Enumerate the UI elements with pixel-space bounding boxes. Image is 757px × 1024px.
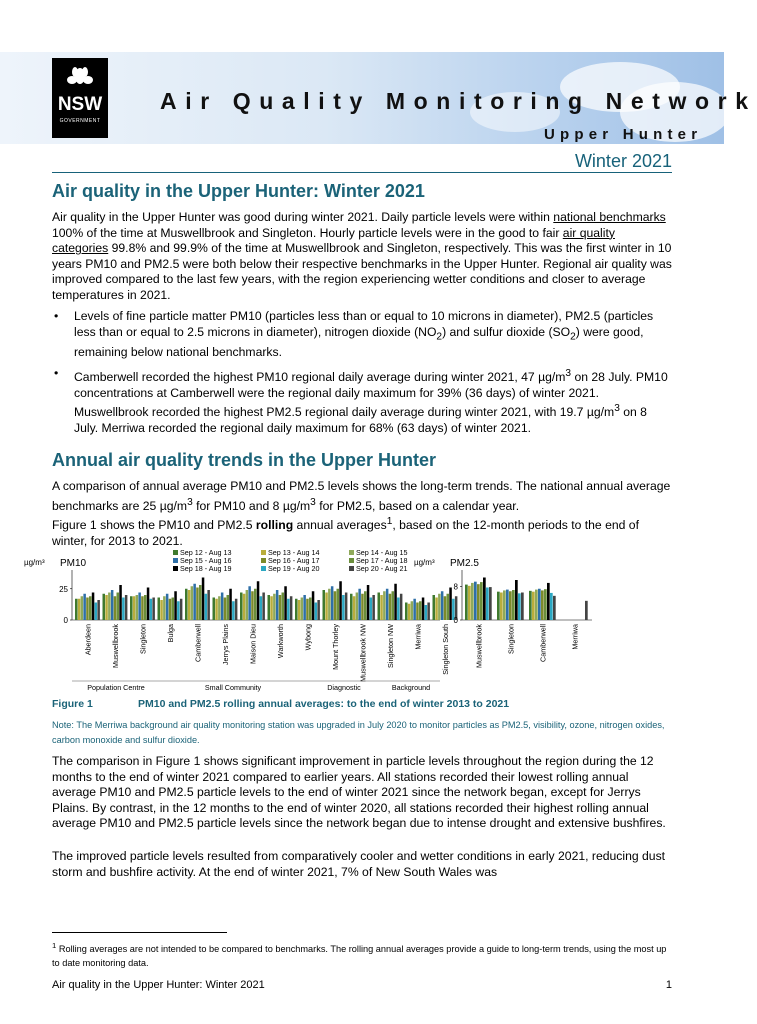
legend-label: Sep 12 - Aug 13	[180, 548, 232, 557]
pm25-category-label: Singleton	[506, 624, 516, 654]
pm10-bar	[309, 598, 312, 621]
pm10-y-tick-label: 25	[59, 584, 68, 594]
pm10-bar	[172, 598, 175, 621]
pm10-bar	[284, 586, 287, 620]
pm25-y-tick-label: 8	[453, 582, 458, 592]
pm10-bar	[372, 595, 375, 620]
pm-rolling-averages-chart	[24, 548, 674, 696]
pm25-bar	[486, 588, 489, 621]
pm10-bar	[301, 598, 304, 621]
pm10-bar	[419, 601, 422, 620]
section3-paragraph1: The comparison in Figure 1 shows significant improvement in particle levels throughout the region during the 12 months to the end of winter 2021 compared to earlier years. All stations recorded their lowest rolling annual average PM10 and PM2.5 particle levels to the end of winter 2021 since the network began, except for Jerrys Plains. By contrast, in the 12 months to the end of winter 2020, all stations recorded their highest rolling annual average PM10 and PM2.5 particle levels since the network began due to intense drought and extensive bushfires.	[52, 754, 666, 831]
pm10-bar	[205, 594, 208, 620]
pm10-bar	[144, 595, 147, 620]
pm10-title: PM10	[60, 558, 87, 569]
section1-bullet-list	[52, 309, 674, 443]
pm10-bar	[117, 593, 120, 621]
pm10-bar	[193, 584, 196, 620]
pm10-bar	[282, 593, 285, 621]
waratah-icon	[66, 66, 94, 88]
pm25-bar	[500, 593, 503, 621]
pm10-bar	[345, 593, 348, 621]
pm10-bar	[95, 603, 98, 621]
pm25-bar	[535, 590, 538, 620]
legend-swatch	[349, 550, 354, 555]
legend-label: Sep 20 - Aug 21	[356, 564, 408, 573]
pm25-bar	[489, 587, 492, 620]
pm25-bar	[503, 590, 506, 620]
legend-swatch	[173, 550, 178, 555]
pm10-category-label: Wybong	[303, 624, 313, 651]
pm10-category-label: Mount Thorley	[331, 624, 341, 670]
pm25-ylabel: µg/m³	[414, 558, 435, 567]
pm10-bar	[295, 599, 298, 620]
pm10-bar	[243, 594, 246, 620]
pm10-bar	[317, 600, 320, 620]
pm10-bar	[411, 601, 414, 620]
pm10-bar	[435, 598, 438, 621]
section1-heading: Air quality in the Upper Hunter: Winter 2021	[52, 181, 425, 201]
logo-government-text: GOVERNMENT	[59, 118, 101, 124]
pm10-group-label: Small Community	[204, 683, 262, 692]
season-label: Winter 2021	[574, 151, 672, 171]
pm10-bar	[358, 589, 361, 620]
pm10-bar	[444, 596, 447, 620]
pm10-bar	[246, 590, 249, 620]
pm10-category-label: Maison Dieu	[248, 624, 258, 664]
network-title: Air Quality Monitoring Network	[160, 88, 757, 114]
pm25-bar	[471, 583, 474, 620]
pm10-bar	[196, 588, 199, 621]
pm10-bar	[361, 594, 364, 620]
pm10-bar	[191, 586, 194, 620]
pm10-category-label: Aberdeen	[83, 624, 93, 656]
pm10-bar	[408, 604, 411, 620]
pm10-bar	[315, 603, 318, 621]
pm25-bar	[474, 582, 477, 620]
pm25-bar	[477, 584, 480, 620]
pm10-bar	[356, 593, 359, 621]
pm10-category-label: Warkworth	[276, 624, 286, 659]
pm10-bar	[262, 593, 265, 621]
pm10-bar	[306, 599, 309, 620]
pm10-bar	[89, 596, 92, 620]
pm10-bar	[152, 598, 155, 621]
legend-label: Sep 17 - Aug 18	[356, 556, 408, 565]
pm10-bar	[342, 595, 345, 620]
legend-label: Sep 19 - Aug 20	[268, 564, 320, 573]
legend-label: Sep 16 - Aug 17	[268, 556, 320, 565]
footnote-divider	[52, 932, 227, 933]
pm10-bar	[257, 581, 260, 620]
section2-paragraph2: Figure 1 shows the PM10 and PM2.5 rolling annual averages$^1$, based on the 12-month periods to the end of winter, for 2013 to 2021.	[52, 516, 639, 548]
pm25-bar	[497, 592, 500, 620]
pm25-y-tick-label: 0	[453, 616, 458, 625]
pm10-category-label: Camberwell	[193, 624, 203, 662]
pm10-bar	[367, 585, 370, 620]
pm10-bar	[215, 599, 218, 620]
pm10-bar	[232, 601, 235, 620]
pm25-bar	[521, 593, 524, 621]
pm10-bar	[353, 596, 356, 620]
pm10-bar	[378, 593, 381, 621]
pm25-bar	[506, 590, 509, 620]
pm25-bar	[544, 589, 547, 620]
section1-paragraph: Air quality in the Upper Hunter was good during winter 2021. Daily particle levels were within national benchmarks 100% of the time at Muswellbrook and Singleton. Hourly particle levels were in the good to fair air quality categories 99.8% and 99.9% of the time at Muswellbrook and Singleton, respectively. This was the first winter in 10 years PM10 and PM2.5 were both below their respective benchmarks in the Upper Hunter. Regional air quality was improved compared to the last few years, with the region experiencing wetter conditions and closer to average temperatures in 2021.	[52, 210, 672, 302]
pm10-category-label: Merriwa	[413, 624, 423, 650]
legend-swatch	[349, 558, 354, 563]
pm10-bar	[125, 595, 128, 620]
section2-paragraph1: A comparison of annual average PM10 and PM2.5 levels shows the long-term trends. The national annual average benchmarks are 25 $\mu g/m^3$ for PM10 and 8 $\mu g/m^3$ for PM2.5, based on a calendar year.	[52, 479, 671, 513]
pm10-bar	[392, 591, 395, 620]
pm10-bar	[425, 605, 428, 620]
pm10-bar	[147, 588, 150, 621]
pm10-bar	[251, 591, 254, 620]
pm10-bar	[383, 591, 386, 620]
pm10-bar	[364, 591, 367, 620]
pm10-bar	[449, 588, 452, 621]
pm10-bar	[290, 596, 293, 620]
pm10-bar	[287, 599, 290, 620]
pm10-bar	[122, 598, 125, 621]
list-item: • Levels of fine particle matter PM10 (particles less than or equal to 10 microns in diameter), PM2.5 (particles less than or equal to 2.5 microns in diameter), nitrogen dioxide $(NO_2)$ and sulfur dioxide $(SO_2)$ were good, remaining below national benchmarks.	[52, 309, 674, 360]
legend-swatch	[173, 566, 178, 571]
legend-label: Sep 18 - Aug 19	[180, 564, 232, 573]
pm10-bar	[240, 593, 243, 621]
pm10-bar	[199, 585, 202, 620]
pm10-bar	[158, 598, 161, 621]
logo-nsw-text: NSW	[57, 94, 103, 115]
pm25-bar	[515, 580, 518, 620]
pm25-bar	[480, 582, 483, 620]
pm10-bar	[337, 589, 340, 620]
pm10-bar	[331, 586, 334, 620]
pm10-bar	[86, 598, 89, 621]
pm25-bar	[547, 583, 550, 620]
legend-swatch	[349, 566, 354, 571]
pm10-bar	[334, 591, 337, 620]
legend-swatch	[261, 550, 266, 555]
pm10-bar	[389, 594, 392, 620]
pm10-bar	[207, 590, 210, 620]
pm10-bar	[92, 593, 95, 621]
pm10-bar	[235, 599, 238, 620]
pm10-bar	[438, 594, 441, 620]
pm10-bar	[213, 598, 216, 621]
pm10-category-label: Singleton	[138, 624, 148, 654]
pm10-bar	[78, 599, 81, 620]
pm10-bar	[136, 595, 139, 620]
pm10-bar	[270, 596, 273, 620]
pm25-bar	[509, 591, 512, 620]
pm10-bar	[75, 599, 78, 620]
pm25-category-label: Muswellbrook	[474, 624, 484, 668]
pm10-bar	[227, 595, 230, 620]
pm10-bar	[81, 596, 84, 620]
pm10-y-tick-label: 0	[63, 616, 68, 625]
pm10-bar	[260, 596, 263, 620]
pm10-bar	[339, 581, 342, 620]
section2-heading: Annual air quality trends in the Upper Hunter	[52, 450, 437, 470]
legend-swatch	[261, 558, 266, 563]
pm10-bar	[166, 594, 169, 620]
figure-caption: Figure 1 PM10 and PM2.5 rolling annual averages: to the end of winter 2013 to 2021	[52, 698, 510, 710]
pm10-bar	[111, 590, 114, 620]
pm10-bar	[133, 596, 136, 620]
national-benchmarks-link[interactable]: national benchmarks	[553, 210, 666, 224]
pm10-bar	[386, 589, 389, 620]
pm25-bar	[538, 589, 541, 620]
pm10-bar	[229, 589, 232, 620]
pm10-bar	[83, 594, 86, 620]
pm25-bar	[512, 590, 515, 620]
pm25-category-label: Merriwa	[570, 624, 580, 650]
legend-swatch	[173, 558, 178, 563]
pm10-bar	[114, 596, 117, 620]
header-divider	[52, 172, 672, 173]
pm25-bar	[532, 592, 535, 620]
pm10-bar	[221, 593, 224, 621]
pm10-bar	[433, 595, 436, 620]
pm10-bar	[160, 600, 163, 620]
pm10-category-label: Bulga	[166, 624, 176, 643]
pm10-bar	[380, 595, 383, 620]
pm10-category-label: Singleton South	[441, 624, 451, 675]
section3-paragraph2: The improved particle levels resulted from comparatively cooler and wetter conditions in early 2021, reducing dust storm and bushfire activity. At the end of winter 2021, 7% of New South Wales was	[52, 849, 666, 879]
pm10-bar	[103, 594, 106, 620]
pm10-category-label: Jerrys Plains	[221, 624, 231, 666]
pm10-bar	[202, 578, 205, 621]
figure-note: Note: The Merriwa background air quality monitoring station was upgraded in July 2020 to monitor particles as PM2.5, visibility, ozone, nitrogen oxides, carbon monoxide and sulfur dioxide.	[52, 720, 665, 745]
pm10-bar	[97, 600, 100, 620]
pm10-bar	[276, 590, 279, 620]
pm25-bar	[529, 591, 532, 620]
pm10-bar	[303, 595, 306, 620]
pm10-bar	[427, 603, 430, 621]
pm10-bar	[130, 596, 133, 620]
pm10-bar	[447, 594, 450, 620]
pm10-bar	[441, 591, 444, 620]
pm10-ylabel: µg/m³	[24, 558, 45, 567]
pm10-bar	[150, 599, 153, 620]
pm10-group-label: Population Centre	[87, 683, 145, 692]
list-item: • Camberwell recorded the highest PM10 regional daily average during winter 2021, 47 $\mu g/m^3$ on 28 July. PM10 concentrations at Camberwell were the regional daily maximum for 39% (36 days) of winter 2021. Muswellbrook recorded the highest PM2.5 regional daily average during winter 2021, with 19.7 $\mu g/m^3$ on 8 July. Merriwa recorded the regional daily maximum for 68% (63 days) of winter 2021.	[52, 366, 674, 437]
pm25-bar	[483, 578, 486, 621]
pm25-category-label: Camberwell	[538, 624, 548, 662]
pm10-bar	[350, 594, 353, 620]
pm10-bar	[185, 589, 188, 620]
pm10-group-label: Background	[391, 683, 431, 692]
pm10-bar	[254, 589, 257, 620]
pm25-bar	[518, 593, 521, 620]
pm10-bar	[298, 600, 301, 620]
pm10-bar	[405, 603, 408, 621]
region-subtitle: Upper Hunter	[544, 126, 703, 143]
pm25-bar	[541, 590, 544, 620]
pm25-bar	[585, 601, 588, 620]
pm10-bar	[328, 589, 331, 620]
legend-label: Sep 14 - Aug 15	[356, 548, 408, 557]
pm10-bar	[273, 594, 276, 620]
pm10-bar	[400, 594, 403, 620]
footnote: $^1$ Rolling averages are not intended to be compared to benchmarks. The rolling annual averages provide a guide to long-term trends, using the most up to date monitoring data.	[52, 941, 667, 968]
pm10-bar	[119, 585, 122, 620]
pm25-bar	[465, 585, 468, 620]
pm10-category-label: Muswellbrook	[111, 624, 121, 668]
footer-title: Air quality in the Upper Hunter: Winter 2021	[52, 979, 265, 991]
pm10-bar	[177, 601, 180, 620]
pm10-bar	[108, 593, 111, 621]
pm10-bar	[323, 590, 326, 620]
pm25-title: PM2.5	[450, 558, 479, 569]
pm10-bar	[325, 593, 328, 621]
page-number: 1	[665, 979, 672, 991]
air-quality-categories-link[interactable]: air quality categories	[52, 225, 615, 256]
legend-swatch	[261, 566, 266, 571]
legend-label: Sep 13 - Aug 14	[268, 548, 320, 557]
pm10-bar	[279, 595, 282, 620]
pm10-bar	[413, 599, 416, 620]
pm10-bar	[312, 591, 315, 620]
nsw-government-logo	[52, 58, 108, 138]
pm10-bar	[422, 598, 425, 621]
pm10-bar	[169, 599, 172, 620]
pm10-category-label: Singleton NW	[386, 624, 396, 668]
pm10-bar	[180, 599, 183, 620]
pm10-category-label: Muswellbrook NW	[358, 624, 368, 682]
pm10-bar	[174, 591, 177, 620]
pm10-bar	[218, 596, 221, 620]
pm10-bar	[394, 584, 397, 620]
pm10-bar	[416, 603, 419, 621]
pm10-bar	[138, 593, 141, 621]
pm25-bar	[550, 593, 553, 620]
pm10-bar	[163, 596, 166, 620]
pm10-bar	[105, 595, 108, 620]
pm10-bar	[188, 590, 191, 620]
pm25-bar	[553, 596, 556, 620]
pm10-bar	[224, 598, 227, 621]
pm10-bar	[141, 596, 144, 620]
pm10-group-label: Diagnostic	[327, 683, 361, 692]
pm10-bar	[370, 598, 373, 621]
pm25-bar	[468, 586, 471, 620]
pm10-bar	[397, 598, 400, 621]
pm10-bar	[248, 586, 251, 620]
pm10-bar	[268, 595, 271, 620]
legend-label: Sep 15 - Aug 16	[180, 556, 232, 565]
